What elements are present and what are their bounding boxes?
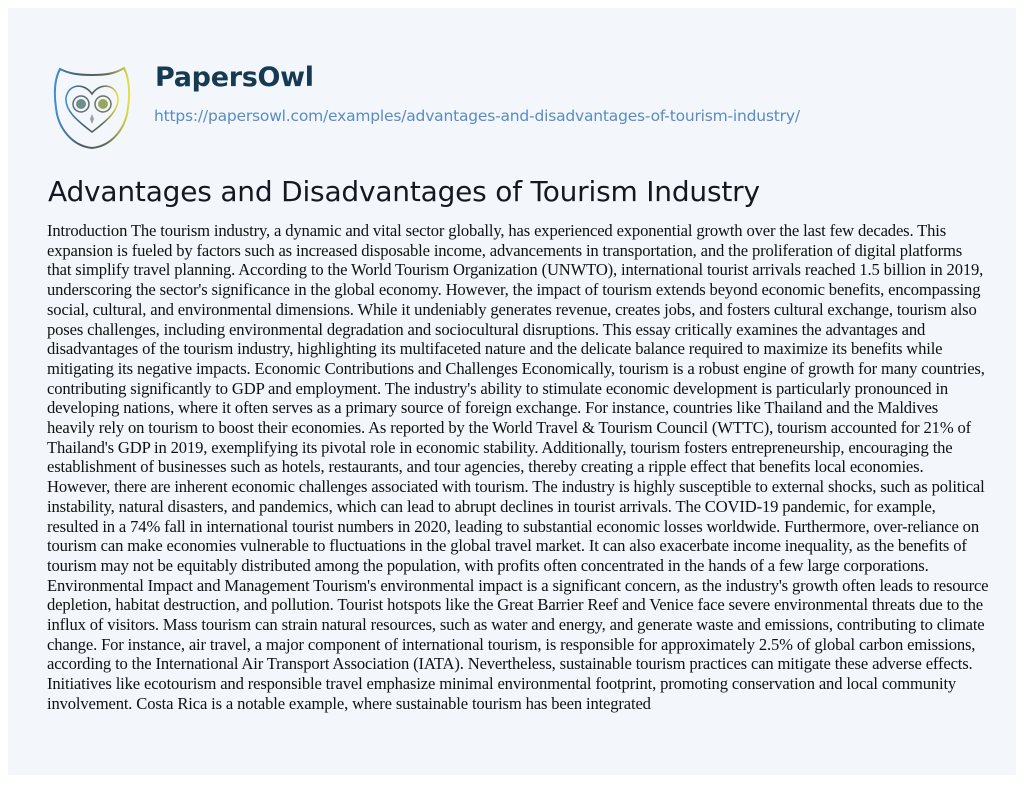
document-page: [8, 8, 1016, 775]
source-url-link[interactable]: https://papersowl.com/examples/advantages-and-disadvantages-of-tourism-industry/: [154, 107, 800, 125]
brand-name[interactable]: PapersOwl: [155, 62, 314, 93]
body-line: poses challenges, including environmental degradation and sociocultural disruptions. This essay critically examines the advantages and: [47, 319, 926, 339]
body-line: social, cultural, and environmental dimensions. While it undeniably generates revenue, creates jobs, and fosters cultural exchange, tourism also: [47, 299, 977, 319]
body-line: establishment of businesses such as hotels, restaurants, and tour agencies, thereby creating a ripple effect that benefits local economies.: [47, 457, 924, 477]
body-line: developing nations, where it often serves as a primary source of foreign exchange. For instance, countries like Thailand and the Maldives: [47, 398, 939, 418]
body-line: disadvantages of the tourism industry, highlighting its multifaceted nature and the delicate balance required to maximize its benefits while: [47, 339, 943, 359]
body-line: influx of visitors. Mass tourism can strain natural resources, such as water and energy, and generate waste and emissions, contributing to climate: [47, 615, 985, 635]
body-line: expansion is fueled by factors such as increased disposable income, advancements in transportation, and the proliferation of digital platforms: [47, 240, 963, 260]
body-line: tourism can make economies vulnerable to fluctuations in the global travel market. It can also exacerbate income inequality, as the benefits of: [47, 536, 967, 556]
article-title: Advantages and Disadvantages of Tourism Industry: [48, 175, 760, 208]
body-line: according to the International Air Transport Association (IATA). Nevertheless, sustainable tourism practices can mitigate these adverse effects.: [47, 654, 973, 674]
body-line: depletion, habitat destruction, and pollution. Tourist hotspots like the Great Barrier Reef and Venice face severe environmental threats due to the: [47, 595, 984, 615]
brand-header: [8, 8, 1016, 158]
body-line: instability, natural disasters, and pandemics, which can lead to abrupt declines in tourist arrivals. The COVID-19 pandemic, for example,: [47, 496, 936, 516]
body-line: Initiatives like ecotourism and responsible travel emphasize minimal environmental footprint, promoting conservation and local community: [47, 674, 957, 694]
body-line: Introduction The tourism industry, a dynamic and vital sector globally, has experienced exponential growth over the last few decades. This: [47, 221, 947, 240]
body-line: change. For instance, air travel, a major component of international tourism, is responsible for approximately 2.5% of global carbon emissions,: [47, 634, 976, 654]
body-line: heavily rely on tourism to boost their economies. As reported by the World Travel & Tourism Council (WTTC), tourism accounted for 21% of: [47, 418, 972, 438]
body-line: that simplify travel planning. According to the World Tourism Organization (UNWTO), international tourist arrivals reached 1.5 billion in 2019,: [47, 260, 984, 280]
body-line: mitigating its negative impacts. Economic Contributions and Challenges Economically, tourism is a robust engine of growth for many countries,: [47, 358, 985, 378]
body-line: involvement. Costa Rica is a notable example, where sustainable tourism has been integrated: [47, 693, 651, 713]
body-line: resulted in a 74% fall in international tourist numbers in 2020, leading to substantial economic losses worldwide. Furthermore, over-reliance on: [47, 516, 979, 536]
body-line: tourism may not be equitably distributed among the population, with profits often concentrated in the hands of a few large corporations.: [47, 555, 929, 575]
body-line: Thailand's GDP in 2019, exemplifying its pivotal role in economic stability. Additionally, tourism fosters entrepreneurship, encouraging the: [47, 437, 953, 457]
article-body: [47, 221, 1007, 714]
owl-logo-icon: [50, 66, 134, 150]
body-line: However, there are inherent economic challenges associated with tourism. The industry is highly susceptible to external shocks, such as political: [47, 477, 985, 497]
body-line: contributing significantly to GDP and employment. The industry's ability to stimulate economic development is particularly pronounced in: [47, 378, 949, 398]
body-line: Environmental Impact and Management Tourism's environmental impact is a significant concern, as the industry's growth often leads to resource: [47, 575, 989, 595]
body-line: underscoring the sector's significance in the global economy. However, the impact of tourism extends beyond economic benefits, encompassing: [47, 280, 981, 300]
